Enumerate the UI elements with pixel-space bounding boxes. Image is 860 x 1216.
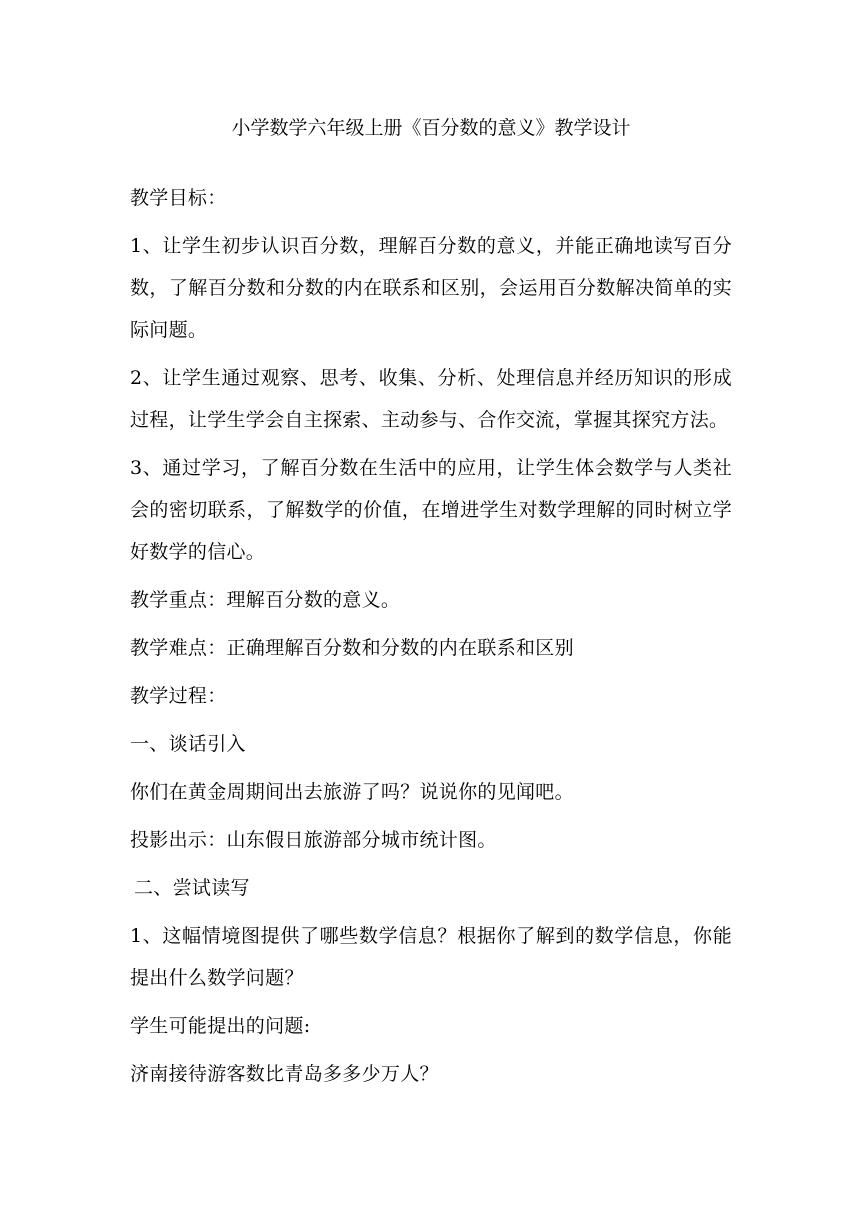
student-question-example: 济南接待游客数比青岛多多少万人？ bbox=[130, 1063, 439, 1085]
intro-question: 你们在黄金周期间出去旅游了吗？说说你的见闻吧。 bbox=[130, 781, 574, 803]
student-questions-label: 学生可能提出的问题: bbox=[130, 1015, 311, 1037]
document-title: 小学数学六年级上册《百分数的意义》教学设计 bbox=[231, 117, 631, 139]
document-body bbox=[130, 112, 732, 1101]
section-heading-process: 教学过程： bbox=[130, 685, 227, 707]
objective-item-1: 1、让学生初步认识百分数，理解百分数的意义，并能正确地读写百分数，了解百分数和分数的内在联系和区别，会运用百分数解决简单的实际问题。 bbox=[130, 235, 732, 341]
teaching-difficulty: 教学难点：正确理解百分数和分数的内在联系和区别 bbox=[130, 637, 574, 659]
section-heading-objectives: 教学目标： bbox=[130, 187, 227, 209]
objective-item-2: 2、让学生通过观察、思考、收集、分析、处理信息并经历知识的形成过程，让学生学会自主探索、主动参与、合作交流，掌握其探究方法。 bbox=[130, 367, 732, 431]
objective-item-3: 3、通过学习，了解百分数在生活中的应用，让学生体会数学与人类社会的密切联系，了解数学的价值，在增进学生对数学理解的同时树立学好数学的信心。 bbox=[130, 457, 732, 563]
projection-note: 投影出示：山东假日旅游部分城市统计图。 bbox=[130, 829, 497, 851]
teaching-focus: 教学重点：理解百分数的意义。 bbox=[130, 589, 401, 611]
trial-question-1: 1、这幅情境图提供了哪些数学信息？根据你了解到的数学信息，你能提出什么数学问题？ bbox=[130, 925, 732, 989]
step-heading-intro: 一、谈话引入 bbox=[130, 733, 246, 755]
step-heading-trial: 二、尝试读写 bbox=[134, 877, 250, 899]
